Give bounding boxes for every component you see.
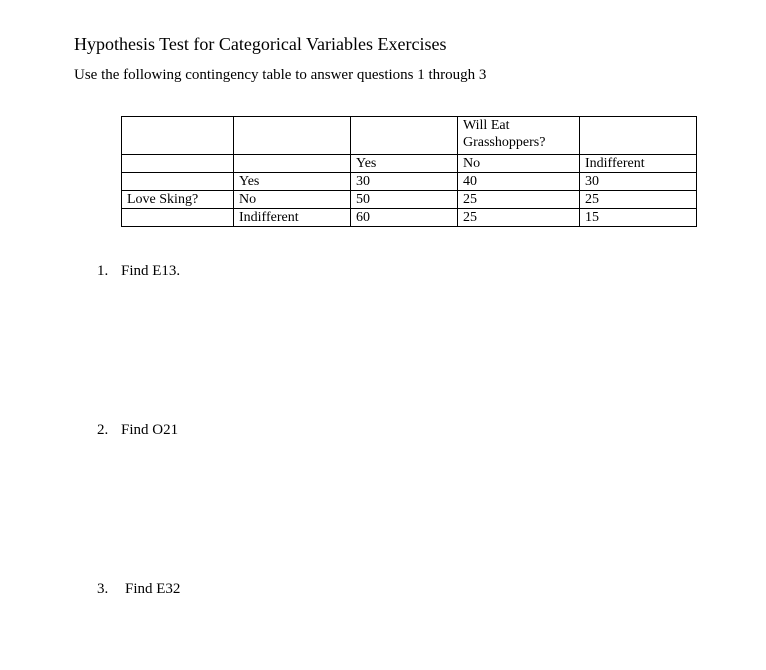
question-text: Find E13. [121,263,181,279]
question-3 [97,580,180,599]
column-variable-line1: Will Eat [463,118,510,133]
table-row [122,191,697,209]
table-cell-empty [580,117,697,155]
table-cell-empty [122,117,234,155]
question-text: Find E32 [125,581,181,597]
question-number: 1. [97,263,109,279]
table-cell: 25 [458,191,580,209]
table-row [122,209,697,227]
table-row-column-headers [122,155,697,173]
table-cell: 25 [458,209,580,227]
question-text: Find O21 [121,422,179,438]
table-cell-empty [234,117,351,155]
row-label-no: No [234,191,351,209]
table-cell: 30 [351,173,458,191]
column-variable-label [458,117,580,155]
table-row-variable-header [122,117,697,155]
table-cell-empty [234,155,351,173]
table-cell: 30 [580,173,697,191]
document-title: Hypothesis Test for Categorical Variables Exercises [74,34,447,54]
column-header-yes: Yes [351,155,458,173]
question-number: 3. [97,581,109,597]
contingency-table [121,116,697,227]
column-header-indifferent: Indifferent [580,155,697,173]
column-header-no: No [458,155,580,173]
column-variable-line2: Grasshoppers? [463,135,546,150]
table-cell-empty [122,209,234,227]
row-variable-label: Love Sking? [122,191,234,209]
row-label-yes: Yes [234,173,351,191]
table-cell-empty [122,173,234,191]
table-cell: 40 [458,173,580,191]
table-cell: 60 [351,209,458,227]
table-cell: 25 [580,191,697,209]
question-number: 2. [97,422,109,438]
question-2 [97,421,178,440]
table-row [122,173,697,191]
row-label-indifferent: Indifferent [234,209,351,227]
table-cell-empty [351,117,458,155]
table-cell: 50 [351,191,458,209]
table-cell-empty [122,155,234,173]
question-1 [97,262,180,281]
table-cell: 15 [580,209,697,227]
instructions-text: Use the following contingency table to answer questions 1 through 3 [74,67,487,83]
